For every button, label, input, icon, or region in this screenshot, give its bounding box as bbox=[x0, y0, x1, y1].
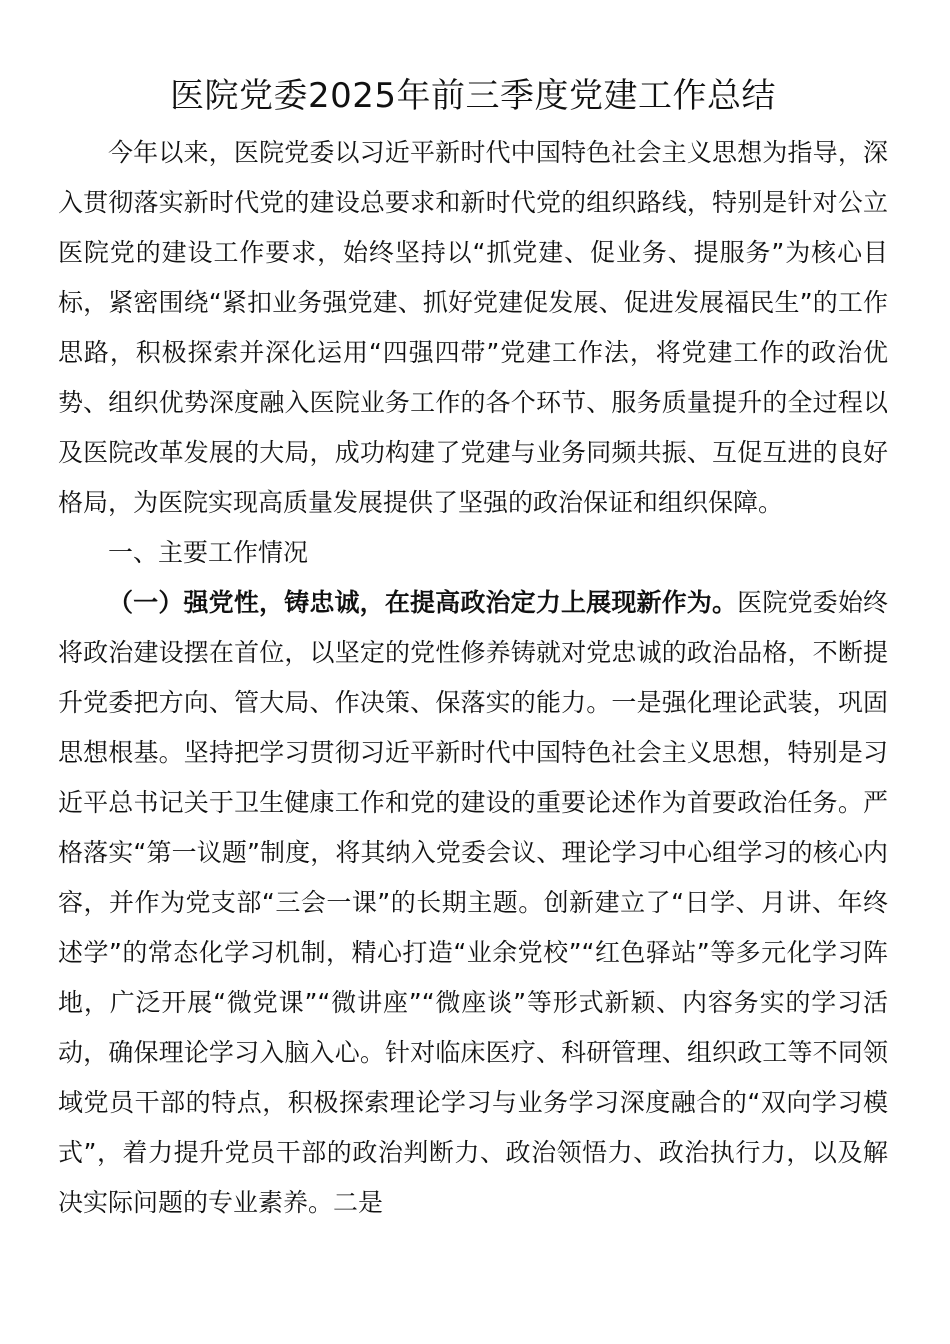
section-heading: 一、主要工作情况 bbox=[108, 538, 309, 567]
document-title: 医院党委2025年前三季度党建工作总结 bbox=[169, 76, 777, 116]
subsection-lead: （一）强党性，铸忠诚，在提高政治定力上展现新作为。 bbox=[108, 588, 738, 617]
subsection-body: 医院党委始终将政治建设摆在首位，以坚定的党性修养铸就对党忠诚的政治品格，不断提升党委把方向、管大局、作决策、保落实的能力。一是强化理论武装，巩固思想根基。坚持把学习贯彻习近平新时代中国特色社会主义思想，特别是习近平总书记关于卫生健康工作和党的建设的重要论述作为首要政治任务。严格落实“第一议题”制度，将其纳入党委会议、理论学习中心组学习的核心内容，并作为党支部“三会一课”的长期主题。创新建立了“日学、月讲、年终述学”的常态化学习机制，精心打造“业余党校”“红色驿站”等多元化学习阵地，广泛开展“微党课”“微讲座”“微座谈”等形式新颖、内容务实的学习活动，确保理论学习入脑入心。针对临床医疗、科研管理、组织政工等不同领域党员干部的特点，积极探索理论学习与业务学习深度融合的“双向学习模式”，着力提升党员干部的政治判断力、政治领悟力、政治执行力，以及解决实际问题的专业素养。二是 bbox=[58, 588, 888, 1217]
intro-paragraph: 今年以来，医院党委以习近平新时代中国特色社会主义思想为指导，深入贯彻落实新时代党的建设总要求和新时代党的组织路线，特别是针对公立医院党的建设工作要求，始终坚持以“抓党建、促业务、提服务”为核心目标，紧密围绕“紧扣业务强党建、抓好党建促发展、促进发展福民生”的工作思路，积极探索并深化运用“四强四带”党建工作法，将党建工作的政治优势、组织优势深度融入医院业务工作的各个环节、服务质量提升的全过程以及医院改革发展的大局，成功构建了党建与业务同频共振、互促互进的良好格局，为医院实现高质量发展提供了坚强的政治保证和组织保障。 bbox=[58, 138, 888, 517]
subsection-paragraph bbox=[58, 578, 888, 1228]
